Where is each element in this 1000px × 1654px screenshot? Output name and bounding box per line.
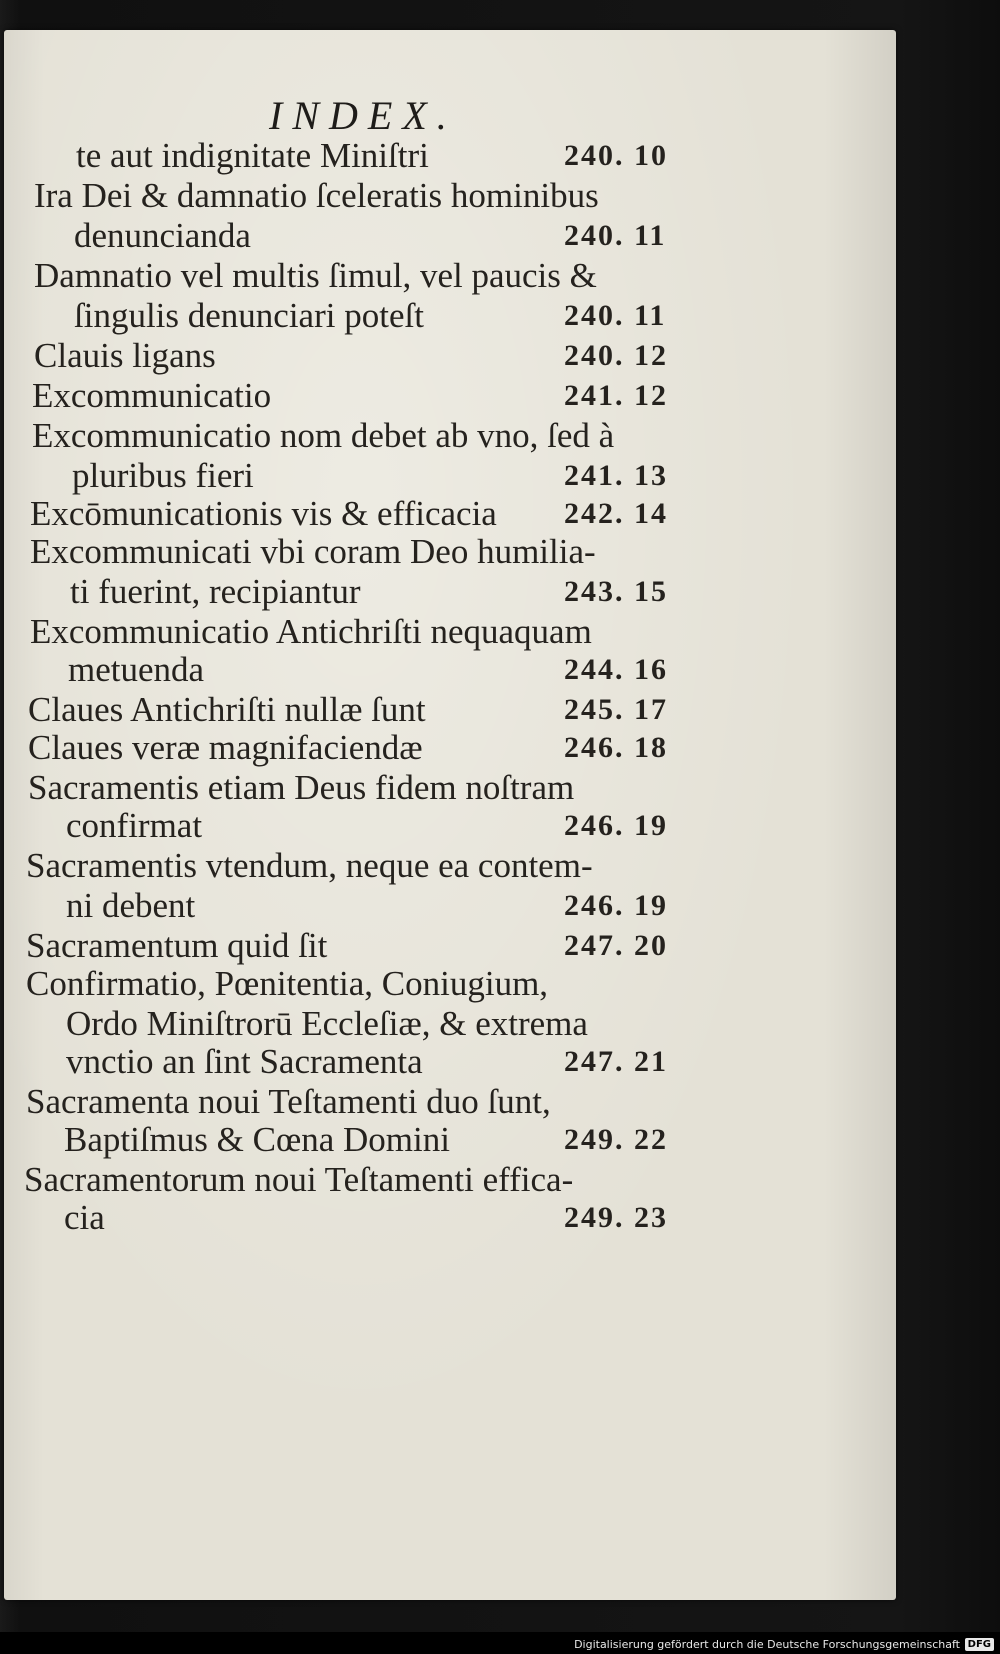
entry-text: Damnatio vel multis ſimul, vel paucis &: [34, 256, 597, 295]
entry-page-number: 240. 10: [564, 139, 668, 172]
index-entry: [4, 1004, 884, 1044]
entry-text: Excommunicati vbi coram Deo humilia-: [30, 532, 596, 571]
entry-page-number: 247. 21: [564, 1045, 668, 1078]
entry-text: cia: [64, 1198, 105, 1237]
entry-page-number: 249. 23: [564, 1201, 668, 1234]
entry-text: Clauis ligans: [34, 336, 216, 375]
entry-page-number: 249. 22: [564, 1123, 668, 1156]
entry-text: denuncianda: [74, 216, 251, 255]
entry-page-number: 240. 12: [564, 339, 668, 372]
footer-bar: [0, 1632, 1000, 1654]
index-entry: [4, 1120, 884, 1160]
index-entry: [4, 216, 884, 256]
index-entry: [4, 572, 884, 612]
entry-text: ni debent: [66, 886, 196, 925]
entry-page-number: 243. 15: [564, 575, 668, 608]
index-entry: [4, 416, 884, 456]
entry-text: Baptiſmus & Cœna Domini: [64, 1120, 450, 1159]
running-head: INDEX.: [269, 93, 457, 138]
entry-text: Ira Dei & damnatio ſceleratis hominibus: [34, 176, 599, 215]
entry-page-number: 246. 18: [564, 731, 668, 764]
index-entry: [4, 1160, 884, 1200]
index-entry: [4, 256, 884, 296]
index-entry: [4, 690, 884, 730]
entry-text: te aut indignitate Miniſtri: [76, 136, 429, 175]
entry-text: Sacramentum quid ſit: [26, 926, 328, 965]
entry-text: pluribus fieri: [72, 456, 254, 495]
entry-text: Excommunicatio Antichriſti nequaquam: [30, 612, 592, 651]
index-entry: [4, 728, 884, 768]
index-entry: [4, 296, 884, 336]
entry-text: Excommunicatio: [32, 376, 272, 415]
entry-page-number: 244. 16: [564, 653, 668, 686]
entry-text: ſingulis denunciari poteſt: [74, 296, 424, 335]
entry-page-number: 241. 12: [564, 379, 668, 412]
index-entry: [4, 650, 884, 690]
index-entry: [4, 176, 884, 216]
index-entry: [4, 1082, 884, 1122]
entry-text: Sacramentis vtendum, neque ea contem-: [26, 846, 593, 885]
entry-page-number: 240. 11: [564, 219, 667, 252]
entry-text: Excōmunicationis vis & efficacia: [30, 494, 497, 533]
entry-page-number: 242. 14: [564, 497, 668, 530]
index-entry: [4, 886, 884, 926]
entry-text: Excommunicatio nom debet ab vno, ſed à: [32, 416, 615, 455]
book-page: [4, 30, 896, 1600]
index-entry: [4, 1198, 884, 1238]
dfg-logo: DFG: [965, 1638, 994, 1651]
funding-credit: Digitalisierung gefördert durch die Deutsche Forschungsgemeinschaft: [574, 1638, 960, 1651]
entry-text: metuenda: [68, 650, 205, 689]
entry-text: Sacramentis etiam Deus fidem noſtram: [28, 768, 575, 807]
index-entry: [4, 846, 884, 886]
entry-text: confirmat: [66, 806, 203, 845]
entry-page-number: 240. 11: [564, 299, 667, 332]
entry-page-number: 246. 19: [564, 809, 668, 842]
index-entry: [4, 376, 884, 416]
entry-text: ti fuerint, recipiantur: [70, 572, 361, 611]
index-entry: [4, 1042, 884, 1082]
index-entry: [4, 456, 884, 496]
entry-text: vnctio an ſint Sacramenta: [66, 1042, 423, 1081]
index-entry: [4, 494, 884, 534]
entry-page-number: 241. 13: [564, 459, 668, 492]
index-entry: [4, 136, 884, 176]
index-entry: [4, 926, 884, 966]
index-entry: [4, 964, 884, 1004]
index-entry: [4, 806, 884, 846]
entry-text: Confirmatio, Pœnitentia, Coniugium,: [26, 964, 549, 1003]
entry-text: Ordo Miniſtrorū Eccleſiæ, & extrema: [66, 1004, 588, 1043]
entry-page-number: 246. 19: [564, 889, 668, 922]
entry-text: Claues Antichriſti nullæ ſunt: [28, 690, 426, 729]
entry-page-number: 245. 17: [564, 693, 668, 726]
entry-text: Claues veræ magnifaciendæ: [28, 728, 423, 767]
index-entry: [4, 532, 884, 572]
index-entry: [4, 336, 884, 376]
index-entry: [4, 768, 884, 808]
entry-text: Sacramenta noui Teſtamenti duo ſunt,: [26, 1082, 551, 1121]
index-entry: [4, 612, 884, 652]
entry-page-number: 247. 20: [564, 929, 668, 962]
entry-text: Sacramentorum noui Teſtamenti effica-: [24, 1160, 574, 1199]
